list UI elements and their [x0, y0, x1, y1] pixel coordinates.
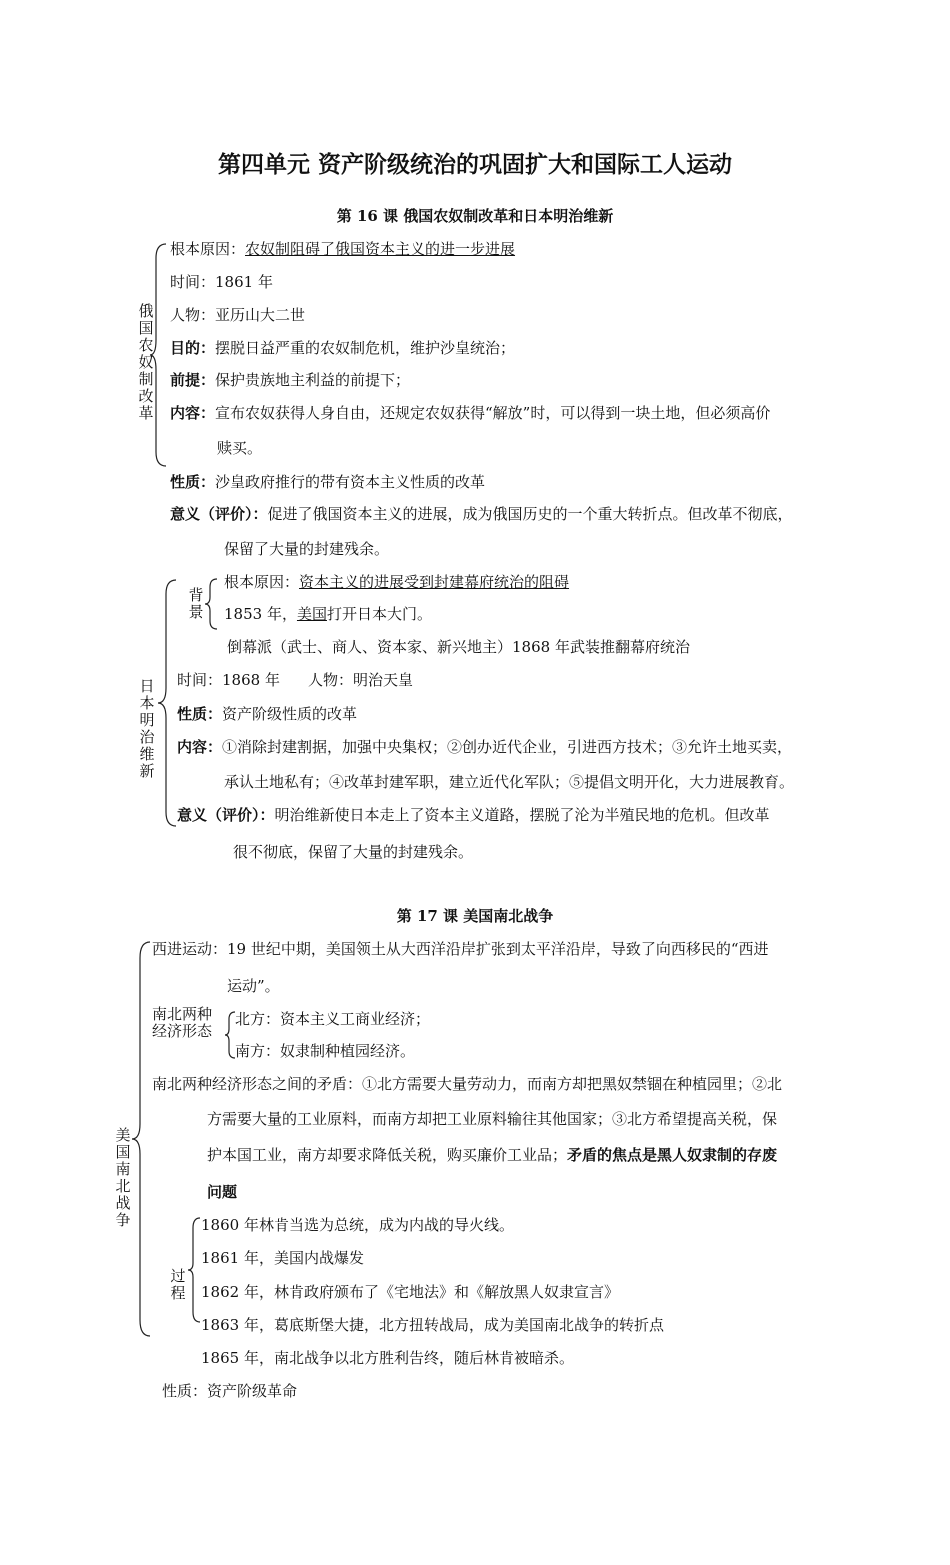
north-south-conflict-cont-3: 问题 [207, 1183, 238, 1201]
process-item-1863: 1863 年，葛底斯堡大捷，北方扭转战局，成为美国南北战争的转折点 [201, 1316, 664, 1334]
russia-significance: 意义（评价）：促进了俄国资本主义的进展，成为俄国历史的一个重大转折点。但改革不彻底， [170, 505, 793, 523]
lesson-16-title: 第 16 课 俄国农奴制改革和日本明治维新 [336, 207, 614, 225]
unit-title: 第四单元 资产阶级统治的巩固扩大和国际工人运动 [217, 151, 732, 178]
north-south-conflict: 南北两种经济形态之间的矛盾：①北方需要大量劳动力，而南方却把黑奴禁锢在种植园里；②北 [152, 1075, 783, 1093]
japan-significance: 意义（评价）：明治维新使日本走上了资本主义道路，摆脱了沦为半殖民地的危机。但改革 [177, 806, 770, 824]
north-south-conflict-cont-2: 护本国工业，南方却要求降低关税，购买廉价工业品；矛盾的焦点是黑人奴隶制的存废 [207, 1146, 778, 1164]
russia-root-cause: 根本原因：农奴制阻碍了俄国资本主义的进一步进展 [170, 240, 516, 258]
economic-forms-label: 南北两种 经济形态 [152, 1005, 213, 1040]
russia-reform-label: 俄国农奴制改革 [138, 302, 154, 422]
russia-person: 人物：亚历山大二世 [170, 306, 306, 324]
process-brace [188, 1218, 202, 1322]
process-label: 过程 [170, 1267, 186, 1302]
westward-movement: 西进运动：19 世纪中期，美国领土从大西洋沿岸扩张到太平洋沿岸，导致了向西移民的“西进 [152, 940, 769, 958]
lesson-17-title: 第 17 课 美国南北战争 [396, 907, 554, 925]
russia-significance-cont: 保留了大量的封建残余。 [224, 540, 390, 558]
north-economy: 北方：资本主义工商业经济； [235, 1010, 431, 1028]
japan-nature: 性质：资产阶级性质的改革 [177, 705, 358, 723]
us-civil-war-brace [132, 942, 154, 1336]
background-label: 背景 [188, 586, 204, 621]
process-item-1862: 1862 年，林肯政府颁布了《宅地法》和《解放黑人奴隶宣言》 [201, 1283, 619, 1301]
north-south-conflict-cont-1: 方需要大量的工业原料，而南方却把工业原料输往其他国家；③北方希望提高关税，保 [207, 1110, 778, 1128]
japan-root-cause: 根本原因：资本主义的进展受到封建幕府统治的阻碍 [224, 573, 570, 591]
process-item-1860: 1860 年林肯当选为总统，成为内战的导火线。 [201, 1216, 514, 1234]
process-item-1865: 1865 年，南北战争以北方胜利告终，随后林肯被暗杀。 [201, 1349, 574, 1367]
japan-significance-cont: 很不彻底，保留了大量的封建残余。 [233, 843, 474, 861]
civil-war-nature: 性质：资产阶级革命 [162, 1382, 298, 1400]
japan-time: 时间：1868 年 [177, 671, 280, 689]
japan-background-1853: 1853 年，美国打开日本大门。 [224, 605, 432, 623]
process-item-1861: 1861 年，美国内战爆发 [201, 1249, 364, 1267]
russia-premise: 前提：保护贵族地主利益的前提下； [170, 371, 411, 389]
westward-movement-cont: 运动”。 [227, 977, 280, 995]
japan-brace [158, 580, 180, 826]
japan-meiji-label: 日本明治维新 [139, 677, 155, 780]
background-brace [205, 579, 219, 629]
japan-content: 内容：①消除封建割据，加强中央集权；②创办近代企业，引进西方技术；③允许土地买卖， [177, 738, 793, 756]
russia-content-cont: 赎买。 [217, 439, 263, 457]
japan-background-1868: 倒幕派（武士、商人、资本家、新兴地主）1868 年武装推翻幕府统治 [227, 638, 690, 656]
russia-content: 内容：宣布农奴获得人身自由，还规定农奴获得“解放”时，可以得到一块土地，但必须高价 [170, 404, 771, 422]
russia-time: 时间：1861 年 [170, 273, 273, 291]
japan-content-cont: 承认土地私有；④改革封建军职，建立近代化军队；⑤提倡文明开化，大力进展教育。 [224, 773, 795, 791]
us-civil-war-label: 美国南北战争 [115, 1126, 131, 1229]
russia-nature: 性质：沙皇政府推行的带有资本主义性质的改革 [170, 473, 486, 491]
russia-purpose: 目的：摆脱日益严重的农奴制危机，维护沙皇统治； [170, 339, 516, 357]
south-economy: 南方：奴隶制种植园经济。 [235, 1042, 416, 1060]
japan-person: 人物：明治天皇 [308, 671, 414, 689]
